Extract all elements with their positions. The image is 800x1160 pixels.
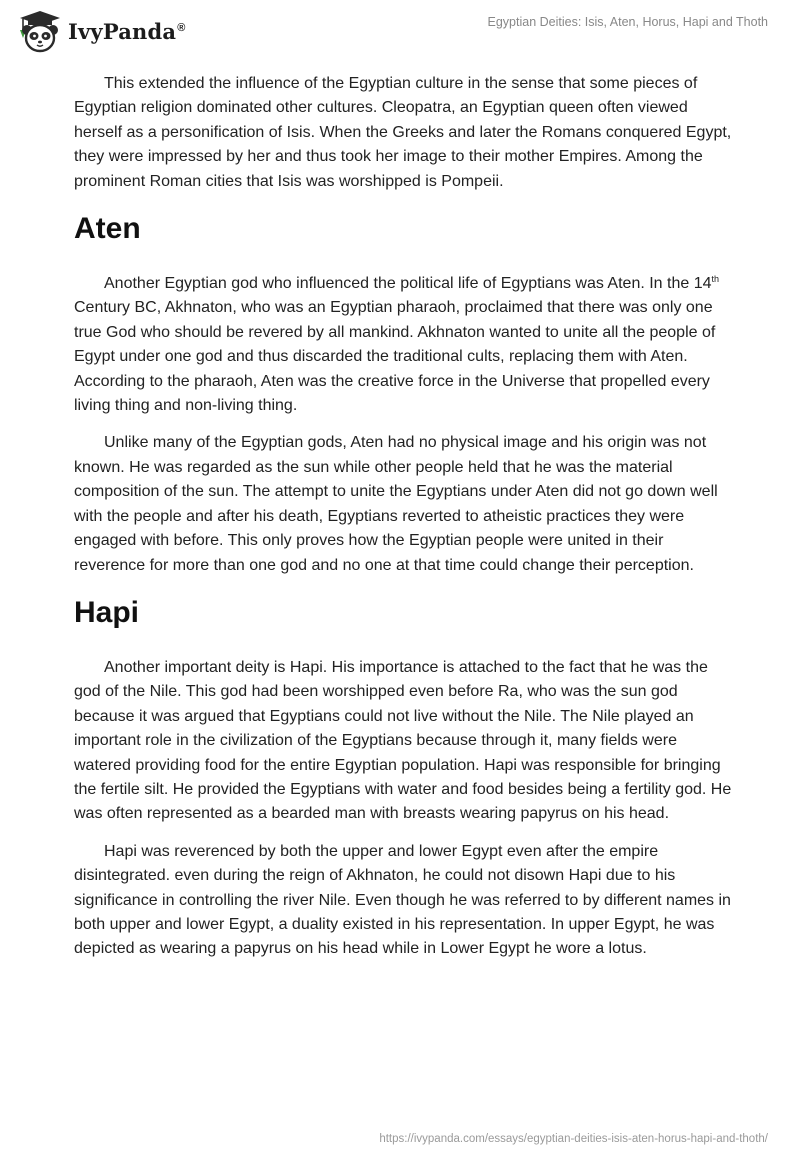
panda-graduate-icon xyxy=(14,8,62,54)
aten-heading: Aten xyxy=(74,212,141,246)
aten-paragraph-1 xyxy=(74,272,734,418)
source-url[interactable]: https://ivypanda.com/essays/egyptian-deities-isis-aten-horus-hapi-and-thoth/ xyxy=(379,1133,768,1145)
essay-content xyxy=(74,72,734,975)
aten-p1-text-end: Century BC, Akhnaton, who was an Egyptian pharaoh, proclaimed that there was only one true God who should be revered by all mankind. Akhnaton wanted to unite all the people of Egypt under one god and thus discarded the traditional cults, replacing them with Aten. According to the pharaoh, Aten was the creative force in the Universe that propelled every living thing and non-living thing. xyxy=(74,299,716,415)
ordinal-suffix: th xyxy=(711,274,720,285)
registered-mark: ® xyxy=(177,21,186,34)
aten-p1-text-start: Another Egyptian god who influenced the political life of Egyptians was Aten. In the 14 xyxy=(104,275,712,293)
hapi-paragraph-2: Hapi was reverenced by both the upper and lower Egypt even after the empire disintegrated. even during the reign of Akhnaton, he could not disown Hapi due to his significance in controlling the river Nile. Even though he was referred to by different names in both upper and lower Egypt, a duality existed in his representation. In upper Egypt, he was depicted as wearing a papyrus on his head while in Lower Egypt he wore a lotus. xyxy=(74,842,731,958)
aten-paragraph-2: Unlike many of the Egyptian gods, Aten had no physical image and his origin was not known. He was regarded as the sun while other people held that he was the material composition of the sun. The attempt to unite the Egyptians under Aten did not go down well with the people and after his death, Egyptians reverted to atheistic practices they were engaged with before. This only proves how the Egyptian people were united in their reverence for more than one god and no one at that time could change their perception. xyxy=(74,434,718,574)
intro-paragraph: This extended the influence of the Egyptian culture in the sense that some pieces of Egyptian religion dominated other cultures. Cleopatra, an Egyptian queen often viewed herself as a personification of Isis. When the Greeks and later the Romans conquered Egypt, they were impressed by her and thus took her image to their mother Empires. Among the prominent Roman cities that Isis was worshipped is Pompeii. xyxy=(74,75,732,190)
document-title: Egyptian Deities: Isis, Aten, Horus, Hapi and Thoth xyxy=(487,15,768,29)
hapi-paragraph-1: Another important deity is Hapi. His importance is attached to the fact that he was the god of the Nile. This god had been worshipped even before Ra, who was the sun god because it was argued that Egyptians could not live without the Nile. The Nile played an important role in the civilization of the Egyptians because through it, many fields were watered providing food for the entire Egyptian population. Hapi was responsible for bringing the fertile silt. He provided the Egyptians with water and food besides being a fertility god. He was often represented as a bearded man with breasts wearing papyrus on his head. xyxy=(74,658,732,823)
page-header xyxy=(0,0,800,64)
hapi-heading: Hapi xyxy=(74,595,140,629)
logo-wordmark: IvyPanda xyxy=(68,18,177,44)
site-logo[interactable] xyxy=(14,8,186,54)
